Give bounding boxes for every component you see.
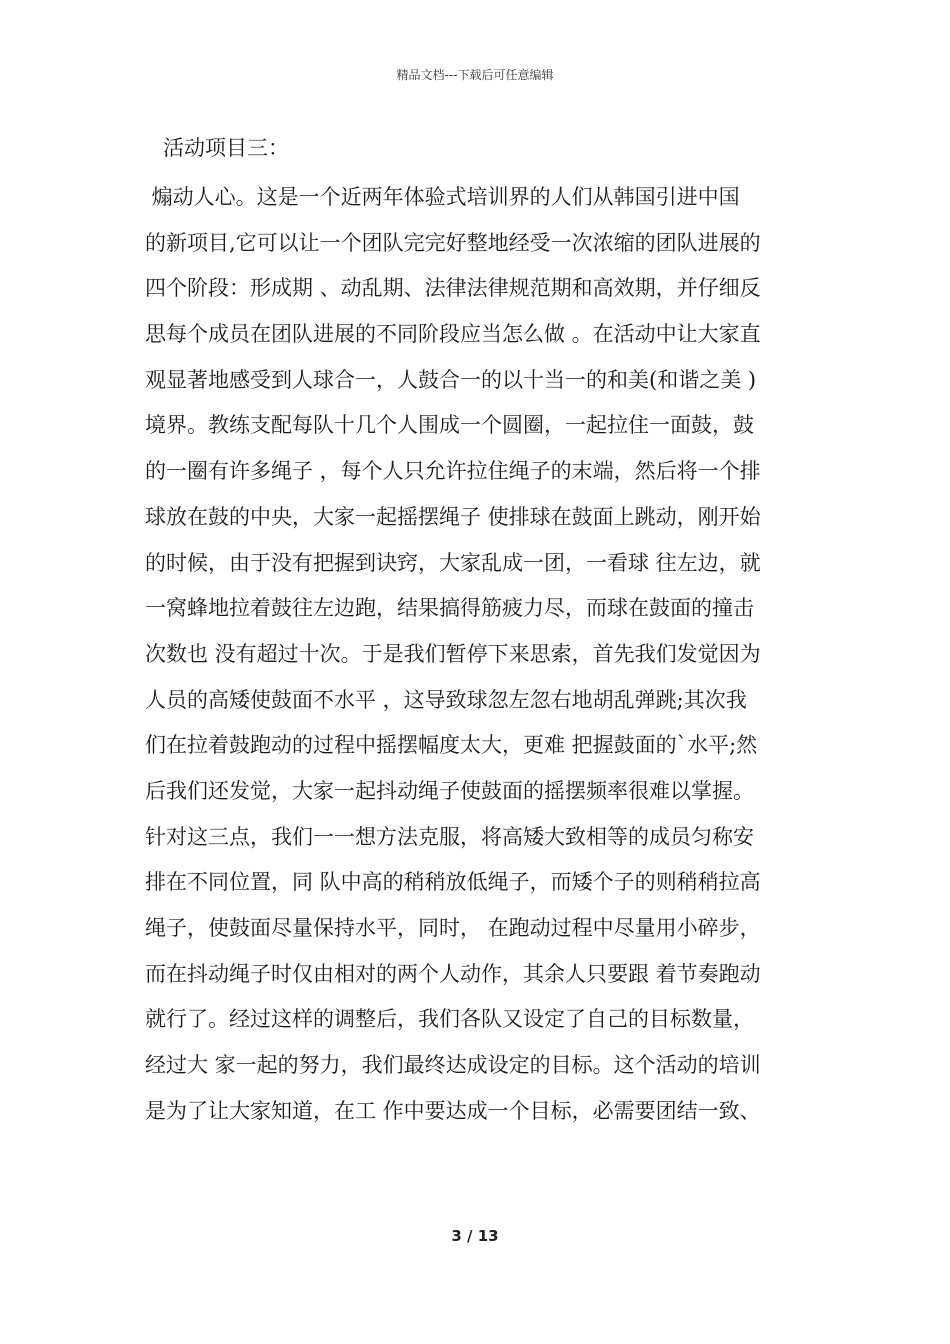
- text-line: 人员的高矮使鼓面不水平 ，这导致球忽左忽右地胡乱弹跳;其次我: [145, 687, 747, 712]
- text-line: 思每个成员在团队进展的不同阶段应当怎么做 。在活动中让大家直: [145, 322, 761, 347]
- text-line: 经过大 家一起的努力，我们最终达成设定的目标。这个活动的培训: [145, 1053, 761, 1078]
- text-line: 就行了。经过这样的调整后，我们各队又设定了自己的目标数量，: [145, 1007, 754, 1032]
- text-line: 煽动人心。这是一个近两年体验式培训界的人们从韩国引进中国: [145, 185, 740, 209]
- text-line: 们在拉着鼓跑动的过程中摇摆幅度太大，更难 把握鼓面的`水平;然: [145, 733, 758, 758]
- page-header: 精品文档---下载后可任意编辑: [396, 68, 554, 82]
- text-line: 是为了让大家知道，在工 作中要达成一个目标，必需要团结一致、: [145, 1098, 761, 1123]
- text-line: 针对这三点，我们一一想方法克服，将高矮大致相等的成员匀称安: [145, 824, 754, 849]
- body-paragraph: [145, 179, 825, 1138]
- text-line: 球放在鼓的中央，大家一起摇摆绳子 使排球在鼓面上跳动，刚开始: [145, 504, 761, 529]
- text-line: 境界。教练支配每队十几个人围成一个圆圈，一起拉住一面鼓，鼓: [145, 413, 754, 438]
- text-line: 次数也 没有超过十次。于是我们暂停下来思索，首先我们发觉因为: [145, 641, 761, 666]
- text-line: 的新项目,它可以让一个团队完完好整地经受一次浓缩的团队进展的: [145, 230, 761, 255]
- text-line: 而在抖动绳子时仅由相对的两个人动作，其余人只要跟 着节奏跑动: [145, 961, 761, 986]
- text-line: 绳子，使鼓面尽量保持水平，同时， 在跑动过程中尽量用小碎步，: [145, 916, 761, 940]
- text-line: 一窝蜂地拉着鼓往左边跑，结果搞得筋疲力尽，而球在鼓面的撞击: [145, 596, 754, 621]
- page-number: 3 / 13: [451, 1227, 499, 1245]
- section-heading: 活动项目三：: [163, 136, 289, 160]
- text-line: 观显著地感受到人球合一，人鼓合一的以十当一的和美(和谐之美 ): [145, 367, 757, 392]
- text-line: 的时候，由于没有把握到诀窍，大家乱成一团，一看球 往左边，就: [145, 550, 761, 575]
- text-line: 后我们还发觉，大家一起抖动绳子使鼓面的摇摆频率很难以掌握。: [145, 778, 754, 803]
- text-line: 的一圈有许多绳子 ，每个人只允许拉住绳子的末端，然后将一个排: [145, 459, 761, 484]
- text-line: 排在不同位置，同 队中高的稍稍放低绳子，而矮个子的则稍稍拉高: [145, 870, 761, 895]
- text-line: 四个阶段：形成期 、动乱期、法律法律规范期和高效期，并仔细反: [145, 276, 761, 301]
